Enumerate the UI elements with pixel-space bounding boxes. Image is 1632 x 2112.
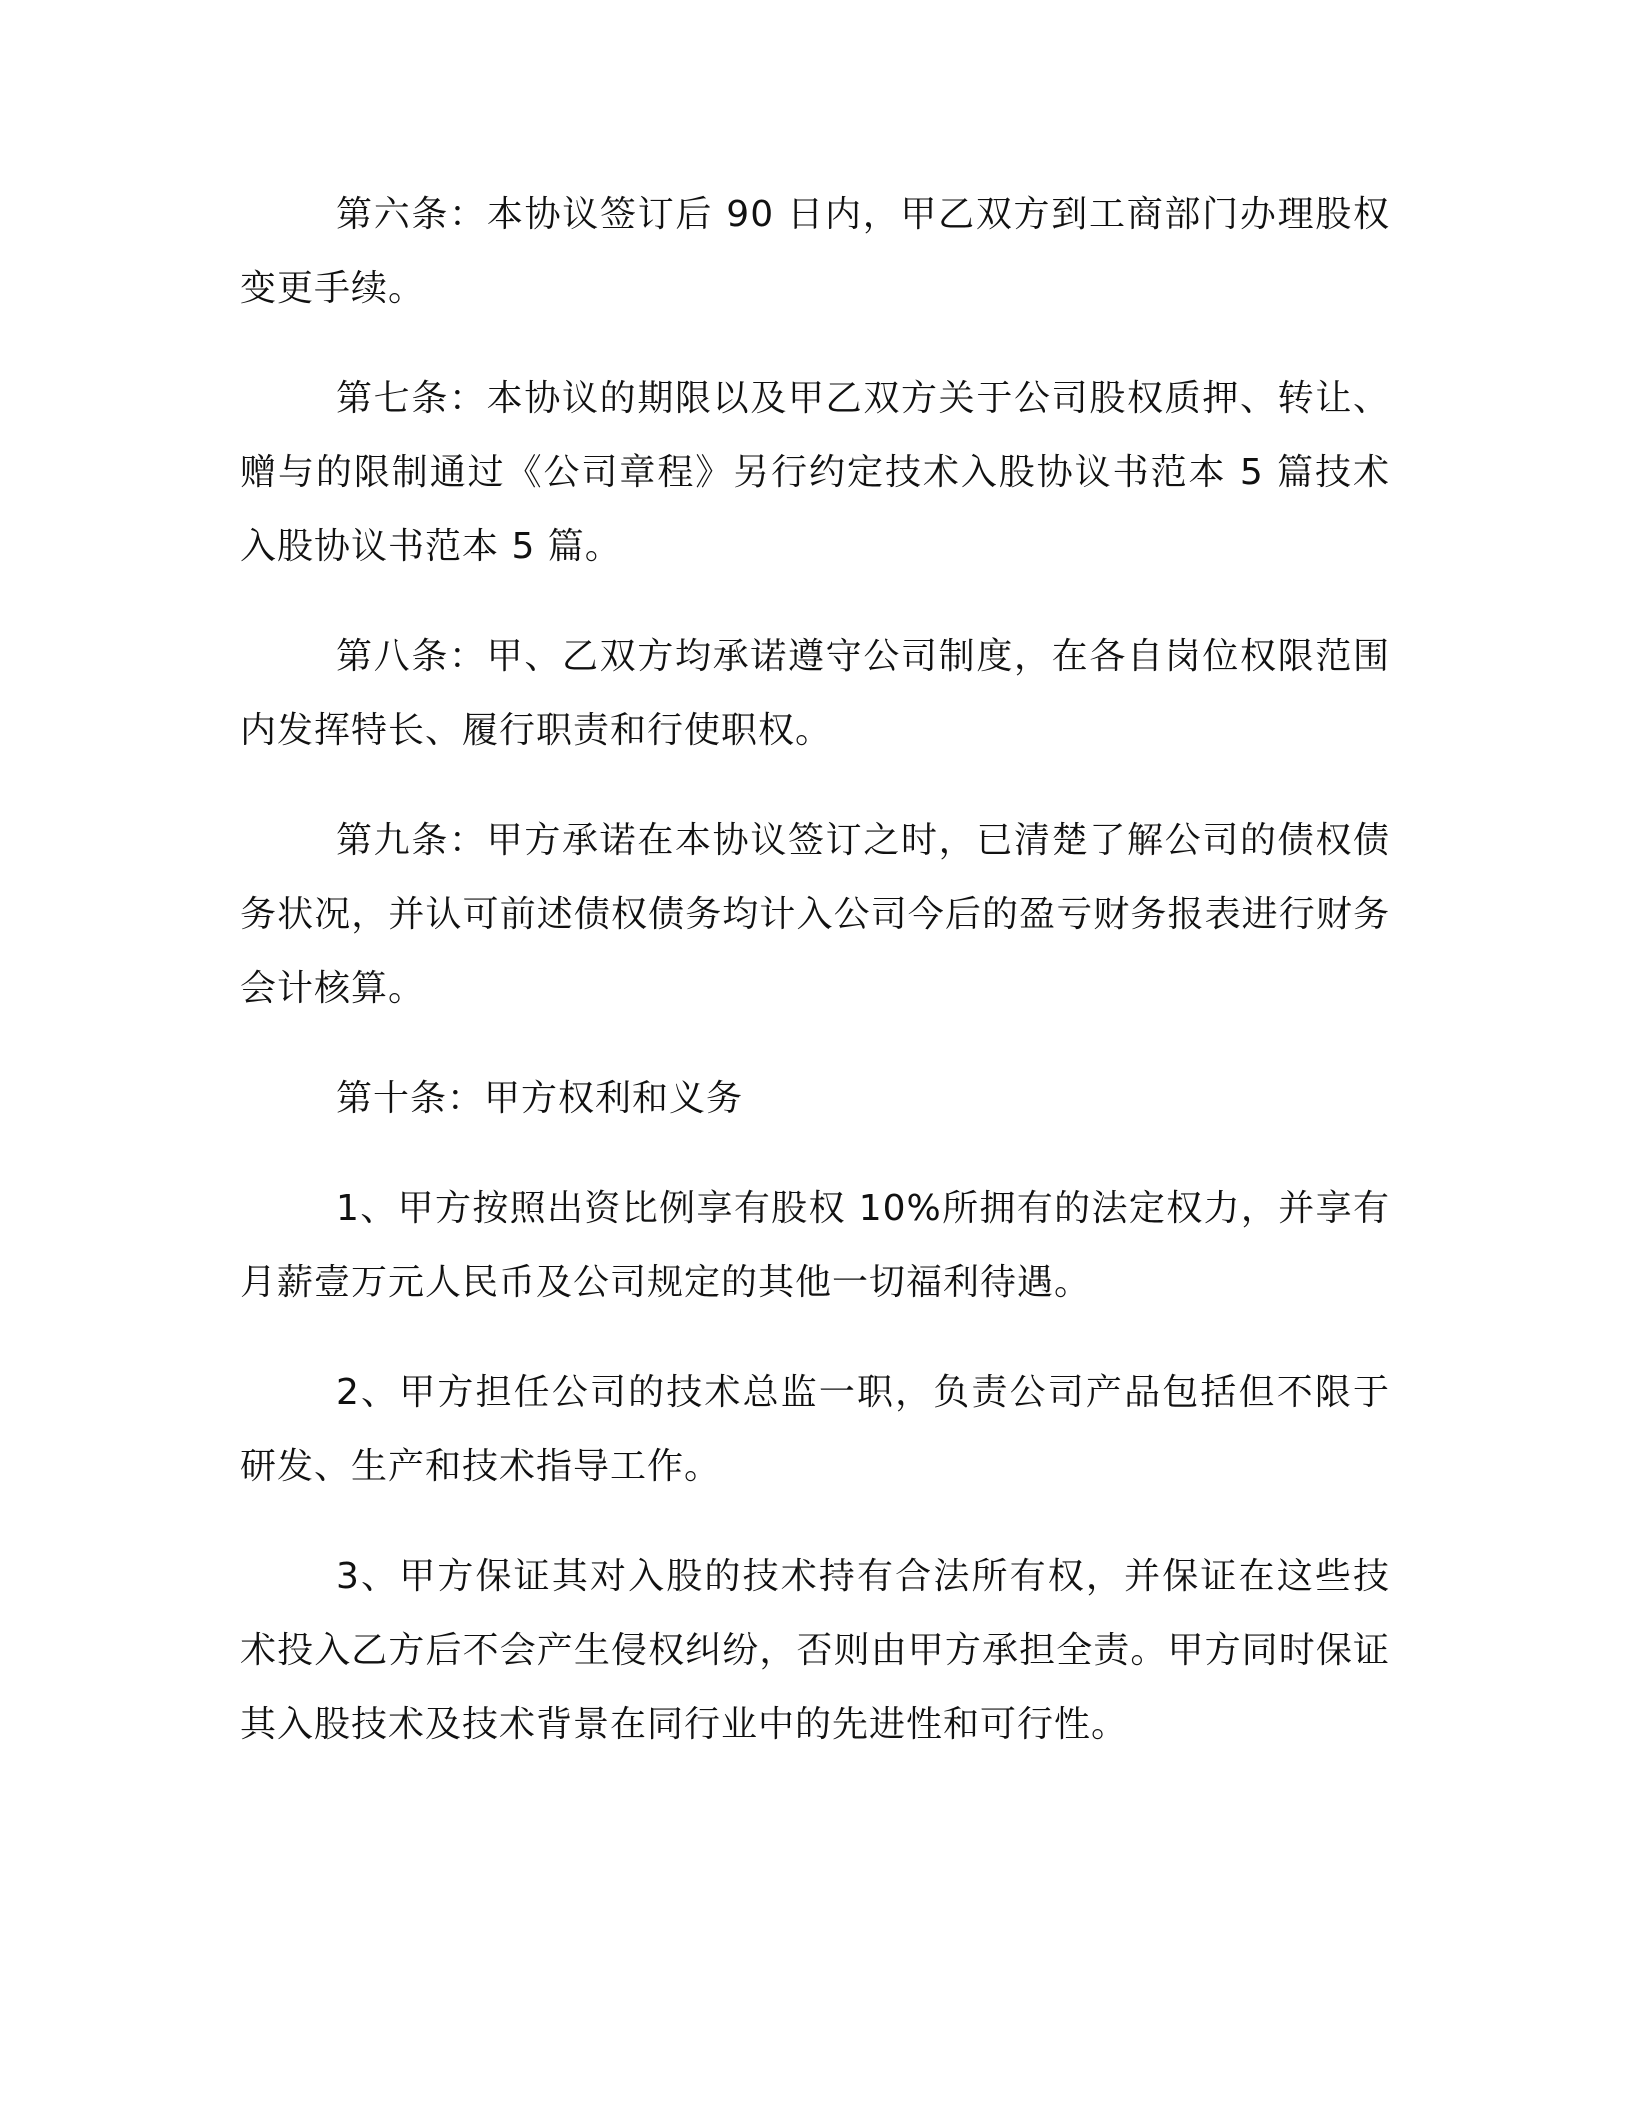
article-6-paragraph: 第六条：本协议签订后 90 日内，甲乙双方到工商部门办理股权变更手续。	[240, 194, 1390, 309]
article-9-paragraph: 第九条：甲方承诺在本协议签订之时，已清楚了解公司的债权债务状况，并认可前述债权债务均计入公司今后的盈亏财务报表进行财务会计核算。	[240, 820, 1390, 1009]
article-10-heading: 第十条：甲方权利和义务	[336, 1078, 744, 1119]
article-7-paragraph: 第七条：本协议的期限以及甲乙双方关于公司股权质押、转让、赠与的限制通过《公司章程》另行约定技术入股协议书范本 5 篇技术入股协议书范本 5 篇。	[240, 378, 1390, 567]
article-8-paragraph: 第八条：甲、乙双方均承诺遵守公司制度，在各自岗位权限范围内发挥特长、履行职责和行使职权。	[240, 636, 1390, 751]
party-a-clause-2: 2、甲方担任公司的技术总监一职，负责公司产品包括但不限于研发、生产和技术指导工作。	[240, 1372, 1390, 1487]
party-a-clause-3: 3、甲方保证其对入股的技术持有合法所有权，并保证在这些技术投入乙方后不会产生侵权纠纷，否则由甲方承担全责。甲方同时保证其入股技术及技术背景在同行业中的先进性和可行性。	[240, 1556, 1390, 1745]
party-a-clause-1: 1、甲方按照出资比例享有股权 10%所拥有的法定权力，并享有月薪壹万元人民币及公司规定的其他一切福利待遇。	[240, 1188, 1390, 1303]
document-page	[240, 178, 1390, 1798]
